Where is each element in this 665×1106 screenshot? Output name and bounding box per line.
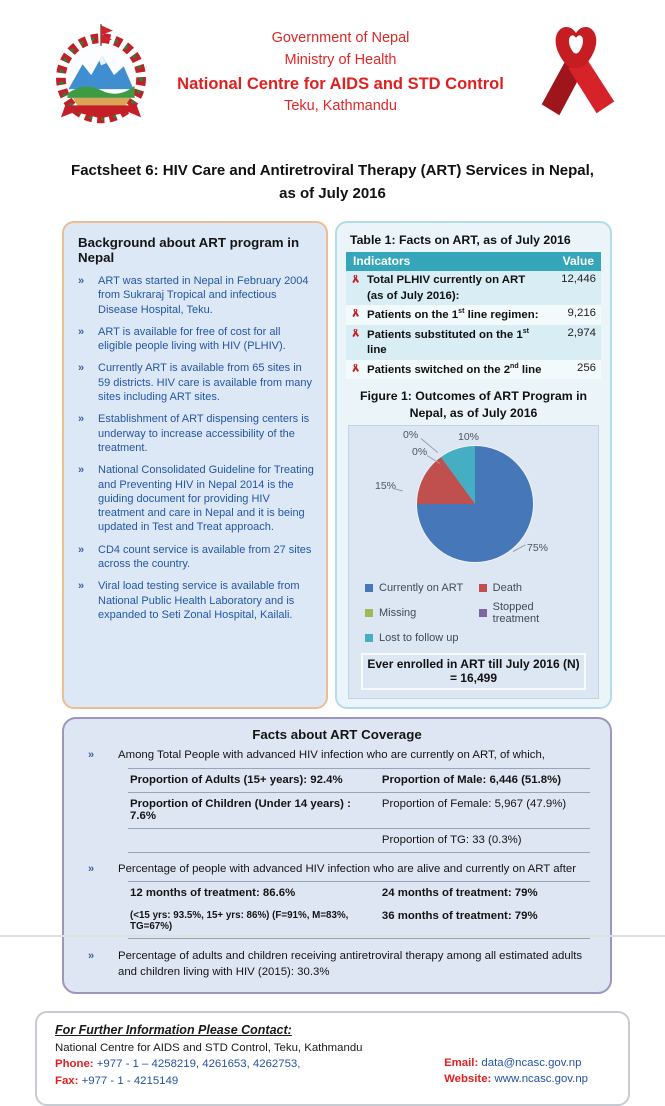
list-item [76,325,314,354]
coverage-title: Facts about ART Coverage [252,727,422,743]
table-header-row [346,252,601,271]
contact-section [35,1011,630,1106]
table-row [346,360,601,380]
bullet-text: Establishment of ART dispensing centers is underway to increase accessibility of the treatment. [98,413,310,454]
header-line-ministry: Ministry of Health [284,51,397,68]
legend-swatch [365,584,373,592]
cell: (<15 yrs: 93.5%, 15+ yrs: 86%) (F=91%, M=83%, TG=67%) [130,910,349,933]
col-header-indicators: Indicators [353,254,411,268]
table-row [346,305,601,325]
table-row [128,828,590,853]
coverage-section [62,717,612,994]
red-ribbon-icon [351,274,360,285]
chart-legend [357,578,590,644]
arrow-bullet-icon: » [88,950,95,963]
page-header [0,0,665,130]
list-item [76,543,314,572]
indicator-label: Total PLHIV currently on ART (as of July 2016): [367,274,526,302]
arrow-bullet-icon: » [78,325,85,338]
figure1-caption: Ever enrolled in ART till July 2016 (N) = 16,499 [361,653,586,690]
header-line-government: Government of Nepal [271,30,410,46]
bullet-text: ART was started in Nepal in February 2004 from Sukraraj Tropical and infectious Disease Hospital, Teku. [98,275,309,316]
legend-item: Stopped treatment [479,601,582,625]
pie-label-lost: 10% [458,431,480,444]
table-row [128,768,590,792]
nepal-government-emblem-icon [44,22,158,126]
legend-item: Currently on ART [365,582,479,594]
cell: Proportion of Children (Under 14 years) : 7.6% [130,797,351,822]
table-row [346,325,601,359]
page-title: Factsheet 6: HIV Care and Antiretroviral Therapy (ART) Services in Nepal, as of July 2016 [71,162,594,202]
cell: Proportion of Male: 6,446 (51.8%) [381,773,562,786]
arrow-bullet-icon: » [88,749,95,762]
indicator-value: 12,446 [561,273,596,285]
email-address: data@ncasc.gov.np [481,1056,582,1069]
arrow-bullet-icon: » [88,862,95,875]
legend-swatch [479,609,487,617]
coverage-grid-2 [128,881,590,939]
legend-item: Missing [365,601,479,625]
aids-red-ribbon-icon [527,22,625,130]
cell: Proportion of Adults (15+ years): 92.4% [130,773,343,786]
pie-label-missing: 0% [403,429,419,442]
phone-label: Phone: [55,1058,94,1071]
bullet-text: CD4 count service is available from 27 sites across the country. [98,543,312,571]
table-figure-section [335,221,612,709]
indicator-value: 256 [576,361,596,374]
cell: 12 months of treatment: 86.6% [130,887,296,900]
indicator-value: 9,216 [567,307,596,320]
header-line-ncasc: National Centre for AIDS and STD Control [177,74,504,93]
bullet-text: Currently ART is available from 65 sites in 59 districts. HIV care is available from many sites including ART sites. [98,362,312,404]
legend-swatch [479,584,487,592]
header-titles [168,22,513,118]
legend-swatch [365,609,373,617]
website-label: Website: [444,1073,492,1086]
red-ribbon-icon [351,363,360,374]
arrow-bullet-icon: » [78,543,85,556]
figure1-title: Figure 1: Outcomes of ART Program in Nepal, as of July 2016 [359,389,588,420]
bullet-text: Among Total People with advanced HIV infection who are currently on ART, of which, [118,749,545,762]
bullet-text: National Consolidated Guideline for Treating and Preventing HIV in Nepal 2014 is the guiding document for providing HIV treatment and care in Nepal and it is being updated in Test and Treat approach. [98,464,314,534]
contact-email [444,1055,588,1072]
indicator-label: Patients substituted on the 1st line [367,328,529,356]
phone-numbers: +977 - 1 – 4258219, 4261653, 4262753, [96,1058,301,1071]
bullet-text: Viral load testing service is available from National Public Health Laboratory and is expanded to Seti Zonal Hospital, Kailali. [98,580,300,621]
pie-label-current: 75% [527,542,549,555]
cell: Proportion of TG: 33 (0.3%) [381,833,522,846]
bullet-text: Percentage of adults and children receiving antiretroviral therapy among all estimated adults and children living with HIV (2015): 30.3% [118,950,583,978]
arrow-bullet-icon: » [78,275,85,287]
bullet-text: ART is available for free of cost for all eligible people living with HIV (PLHIV). [98,325,286,353]
list-item [80,949,594,980]
contact-website [444,1071,588,1088]
list-item [76,274,314,317]
arrow-bullet-icon: » [78,464,85,477]
list-item [76,412,314,455]
bullet-text: Percentage of people with advanced HIV infection who are alive and currently on ART after [118,862,577,875]
cell: Proportion of Female: 5,967 (47.9%) [381,797,567,810]
facts-table [346,252,601,379]
pie-chart-area [357,429,590,578]
legend-item: Death [479,582,582,594]
col-header-value: Value [562,254,594,268]
list-item [76,361,314,404]
indicator-label: Patients on the 1st line regimen: [367,308,539,322]
contact-online [444,1055,588,1088]
list-item [76,579,314,622]
indicator-label: Patients switched on the 2nd line [367,362,542,376]
table-row [346,271,601,305]
main-columns [62,221,612,709]
red-ribbon-icon [351,328,360,339]
pie-chart [417,446,533,562]
table-row [128,792,590,828]
contact-org: National Centre for AIDS and STD Control, Teku, Kathmandu [55,1041,363,1054]
table1-title: Table 1: Facts on ART, as of July 2016 [350,233,571,247]
website-url: www.ncasc.gov.np [494,1073,588,1086]
header-line-address: Teku, Kathmandu [284,98,397,115]
table-row [128,881,590,905]
background-heading: Background about ART program in Nepal [78,235,300,265]
arrow-bullet-icon: » [78,580,85,593]
list-item [80,748,594,763]
background-section [62,221,328,709]
page-bottom-divider [0,935,665,937]
legend-swatch [365,634,373,642]
cell: 36 months of treatment: 79% [381,910,538,923]
legend-item: Lost to follow up [365,632,479,644]
pie-label-death: 15% [375,480,397,493]
contact-heading: For Further Information Please Contact: [55,1022,292,1037]
arrow-bullet-icon: » [78,413,85,426]
list-item [80,862,594,877]
cell: 24 months of treatment: 79% [381,887,538,900]
fax-number: +977 - 1 - 4215149 [81,1074,179,1087]
cell [130,834,382,846]
arrow-bullet-icon: » [78,362,85,375]
fax-label: Fax: [55,1074,79,1087]
coverage-grid-1 [128,768,590,853]
figure1-panel [348,425,599,699]
email-label: Email: [444,1056,479,1069]
list-item [76,463,314,534]
pie-label-stopped: 0% [412,446,428,459]
red-ribbon-icon [351,308,360,319]
indicator-value: 2,974 [567,327,596,340]
